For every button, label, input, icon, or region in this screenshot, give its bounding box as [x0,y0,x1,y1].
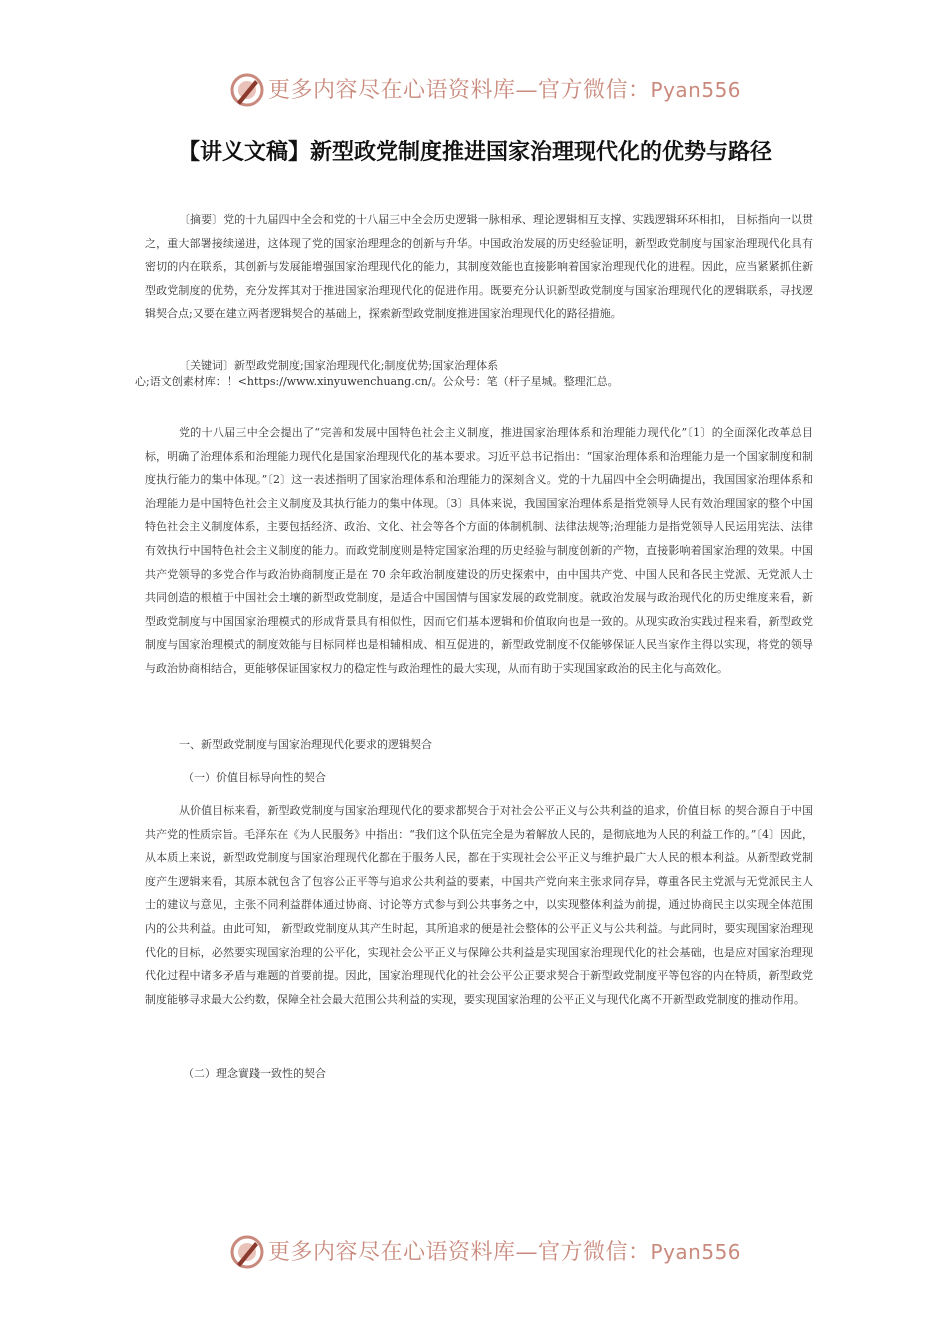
banner-label: 更多内容尽在心语资料库—官方微信： [268,78,651,103]
section-heading-1: 一、新型政党制度与国家治理现代化要求的逻辑契合 [179,738,432,751]
banner-label: 更多内容尽在心语资料库—官方微信： [268,1240,651,1265]
pen-circle-logo-icon [229,72,265,108]
keywords-line: 〔关键词〕新型政党制度;国家治理现代化;制度优势;国家治理体系 [179,359,499,372]
banner-wechat-id: Pyan556 [650,1240,742,1264]
subsection-heading-2: （二）理念實踐一致性的契合 [183,1067,326,1080]
watermark-banner-top [0,70,950,110]
abstract-paragraph: 〔摘要〕党的十九届四中全会和党的十八届三中全会历史逻辑一脉相承、理论逻辑相互支撑、实践逻辑环环相扣， 目标指向一以贯之，重大部署接续递进，这体现了党的国家治理理念的创新与升华。中国政治发展的历史经验证明，新型政党制度与国家治理现代化具有密切的内在联系，其创新与发展能增强国家治理现代化的能力，其制度效能也直接影响着国家治理现代化的进程。因此，应当紧紧抓住新型政党制度的优势，充分发挥其对于推进国家治理现代化的促进作用。既要充分认识新型政党制度与国家治理现代化的逻辑联系，寻找逻辑契合点;又要在建立两者逻辑契合的基础上，探索新型政党制度推进国家治理现代化的路径措施。 [145,213,813,321]
subsection-heading-1: （一）价值目标导向性的契合 [183,771,326,784]
banner-text [268,76,741,105]
intro-paragraph: 党的十八届三中全会提出了“完善和发展中国特色社会主义制度，推进国家治理体系和治理能力现代化”〔1〕的全面深化改革总目标，明确了治理体系和治理能力现代化是国家治理现代化的基本要求。习近平总书记指出：“国家治理体系和治理能力是一个国家制度和制度执行能力的集中体现。”〔2〕这一表述指明了国家治理体系和治理能力的深刻含义。党的十九届四中全会明确提出，我国国家治理体系和治理能力是中国特色社会主义制度及其执行能力的集中体现。〔3〕具体来说，我国国家治理体系是指党领导人民有效治理国家的整个中国特色社会主义制度体系，主要包括经济、政治、文化、社会等各个方面的体制机制、法律法规等;治理能力是指党领导人民运用宪法、法律有效执行中国特色社会主义制度的能力。而政党制度则是特定国家治理的历史经验与制度创新的产物，直接影响着国家治理的效果。中国共产党领导的多党合作与政治协商制度正是在 70 余年政治制度建设的历史探索中，由中国共产党、中国人民和各民主党派、无党派人士共同创造的根植于中国社会土壤的新型政党制度，是适合中国国情与国家发展的政党制度。就政治发展与政治现代化的历史维度来看，新型政党制度与中国国家治理模式的形成背景具有相似性，因而它们基本逻辑和价值取向也是一致的。从现实政治实践过程来看，新型政党制度与国家治理模式的制度效能与目标同样也是相辅相成、相互促进的，新型政党制度不仅能够保证人民当家作主得以实现，将党的领导与政治协商相结合，更能够保证国家权力的稳定性与政治理性的最大实现，从而有助于实现国家政治的民主化与高效化。 [145,426,813,675]
banner-text [268,1238,741,1267]
document-title: 【讲义文稿】新型政党制度推进国家治理现代化的优势与路径 [177,140,772,165]
value-target-paragraph: 从价值目标来看，新型政党制度与国家治理现代化的要求都契合于对社会公平正义与公共利益的追求，价值目标 的契合源自于中国共产党的性质宗旨。毛泽东在《为人民服务》中指出：“我们这个队伍完全是为着解放人民的，是彻底地为人民的利益工作的。”〔4〕因此，从本质上来说，新型政党制度与国家治理现代化都在于服务人民，都在于实现社会公平正义与维护最广大人民的根本利益。从新型政党制度产生逻辑来看，其原本就包含了包容公正平等与追求公共利益的要素，中国共产党向来主张求同存异，尊重各民主党派与无党派民主人士的建议与意见，主张不同利益群体通过协商、讨论等方式参与到公共事务之中，以实现整体利益为前提，通过协商民主以实现全体范围内的公共利益。由此可知， 新型政党制度从其产生时起，其所追求的便是社会整体的公平正义与公共利益。与此同时，要实现国家治理现代化的目标，必然要实现国家治理的公平化，实现社会公平正义与保障公共利益是实现国家治理现代化的社会基础，也是应对国家治理现代化过程中诸多矛盾与难题的首要前提。因此，国家治理现代化的社会公平公正要求契合于新型政党制度平等包容的内在特质，新型政党制度能够寻求最大公约数，保障全社会最大范围公共利益的实现，要实现国家治理的公平正义与现代化离不开新型政党制度的推动作用。 [145,804,813,1006]
watermark-banner-bottom [0,1232,950,1272]
banner-wechat-id: Pyan556 [650,78,742,102]
pen-circle-logo-icon [229,1234,265,1270]
keywords-block [135,358,813,390]
source-note-line: 心;语文创素材库：！<https://www.xinyuwenchuang.cn/。公众号：笔（杆子星城。整理汇总。 [135,375,619,388]
